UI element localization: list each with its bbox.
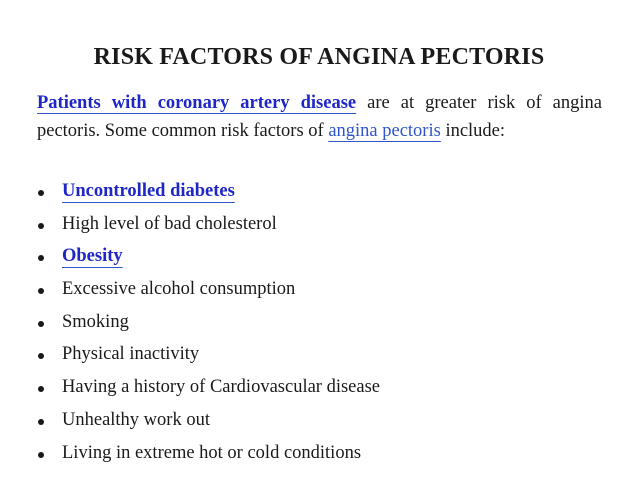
list-item [37,373,602,406]
list-item [37,308,602,341]
obesity-link[interactable]: Obesity [62,246,123,267]
angina-pectoris-link[interactable]: angina pectoris [328,121,441,141]
list-item-label: High level of bad cholesterol [62,213,277,234]
list-item-label: Having a history of Cardiovascular disease [62,377,381,398]
intro-text-2: include: [440,121,506,141]
bullet-icon [38,353,44,359]
bullet-icon [38,288,44,294]
list-item [37,210,602,243]
slide-title: RISK FACTORS OF ANGINA PECTORIS [93,44,545,70]
bullet-icon [38,223,44,229]
bullet-icon [38,321,44,327]
list-item [37,177,602,210]
bullet-icon [38,452,44,458]
list-item [37,340,602,373]
list-item [37,242,602,275]
list-item [37,439,602,472]
list-item-label: Excessive alcohol consumption [62,279,296,300]
list-item-label: Living in extreme hot or cold conditions [62,442,362,463]
intro-text-1: are at greater risk of angina pectoris. Some common risk factors of [37,93,602,141]
bullet-icon [38,190,44,196]
bullet-icon [38,255,44,261]
list-item-label: Smoking [62,311,129,332]
list-item-label: Physical inactivity [62,344,200,365]
list-item [37,406,602,439]
risk-factors-list [37,177,602,471]
list-item-label: Unhealthy work out [62,409,210,430]
bullet-icon [38,419,44,425]
uncontrolled-diabetes-link[interactable]: Uncontrolled diabetes [62,181,235,201]
bullet-icon [38,386,44,392]
intro-paragraph [37,89,602,145]
list-item [37,275,602,308]
coronary-artery-disease-link[interactable]: Patients with coronary artery disease [37,93,357,113]
